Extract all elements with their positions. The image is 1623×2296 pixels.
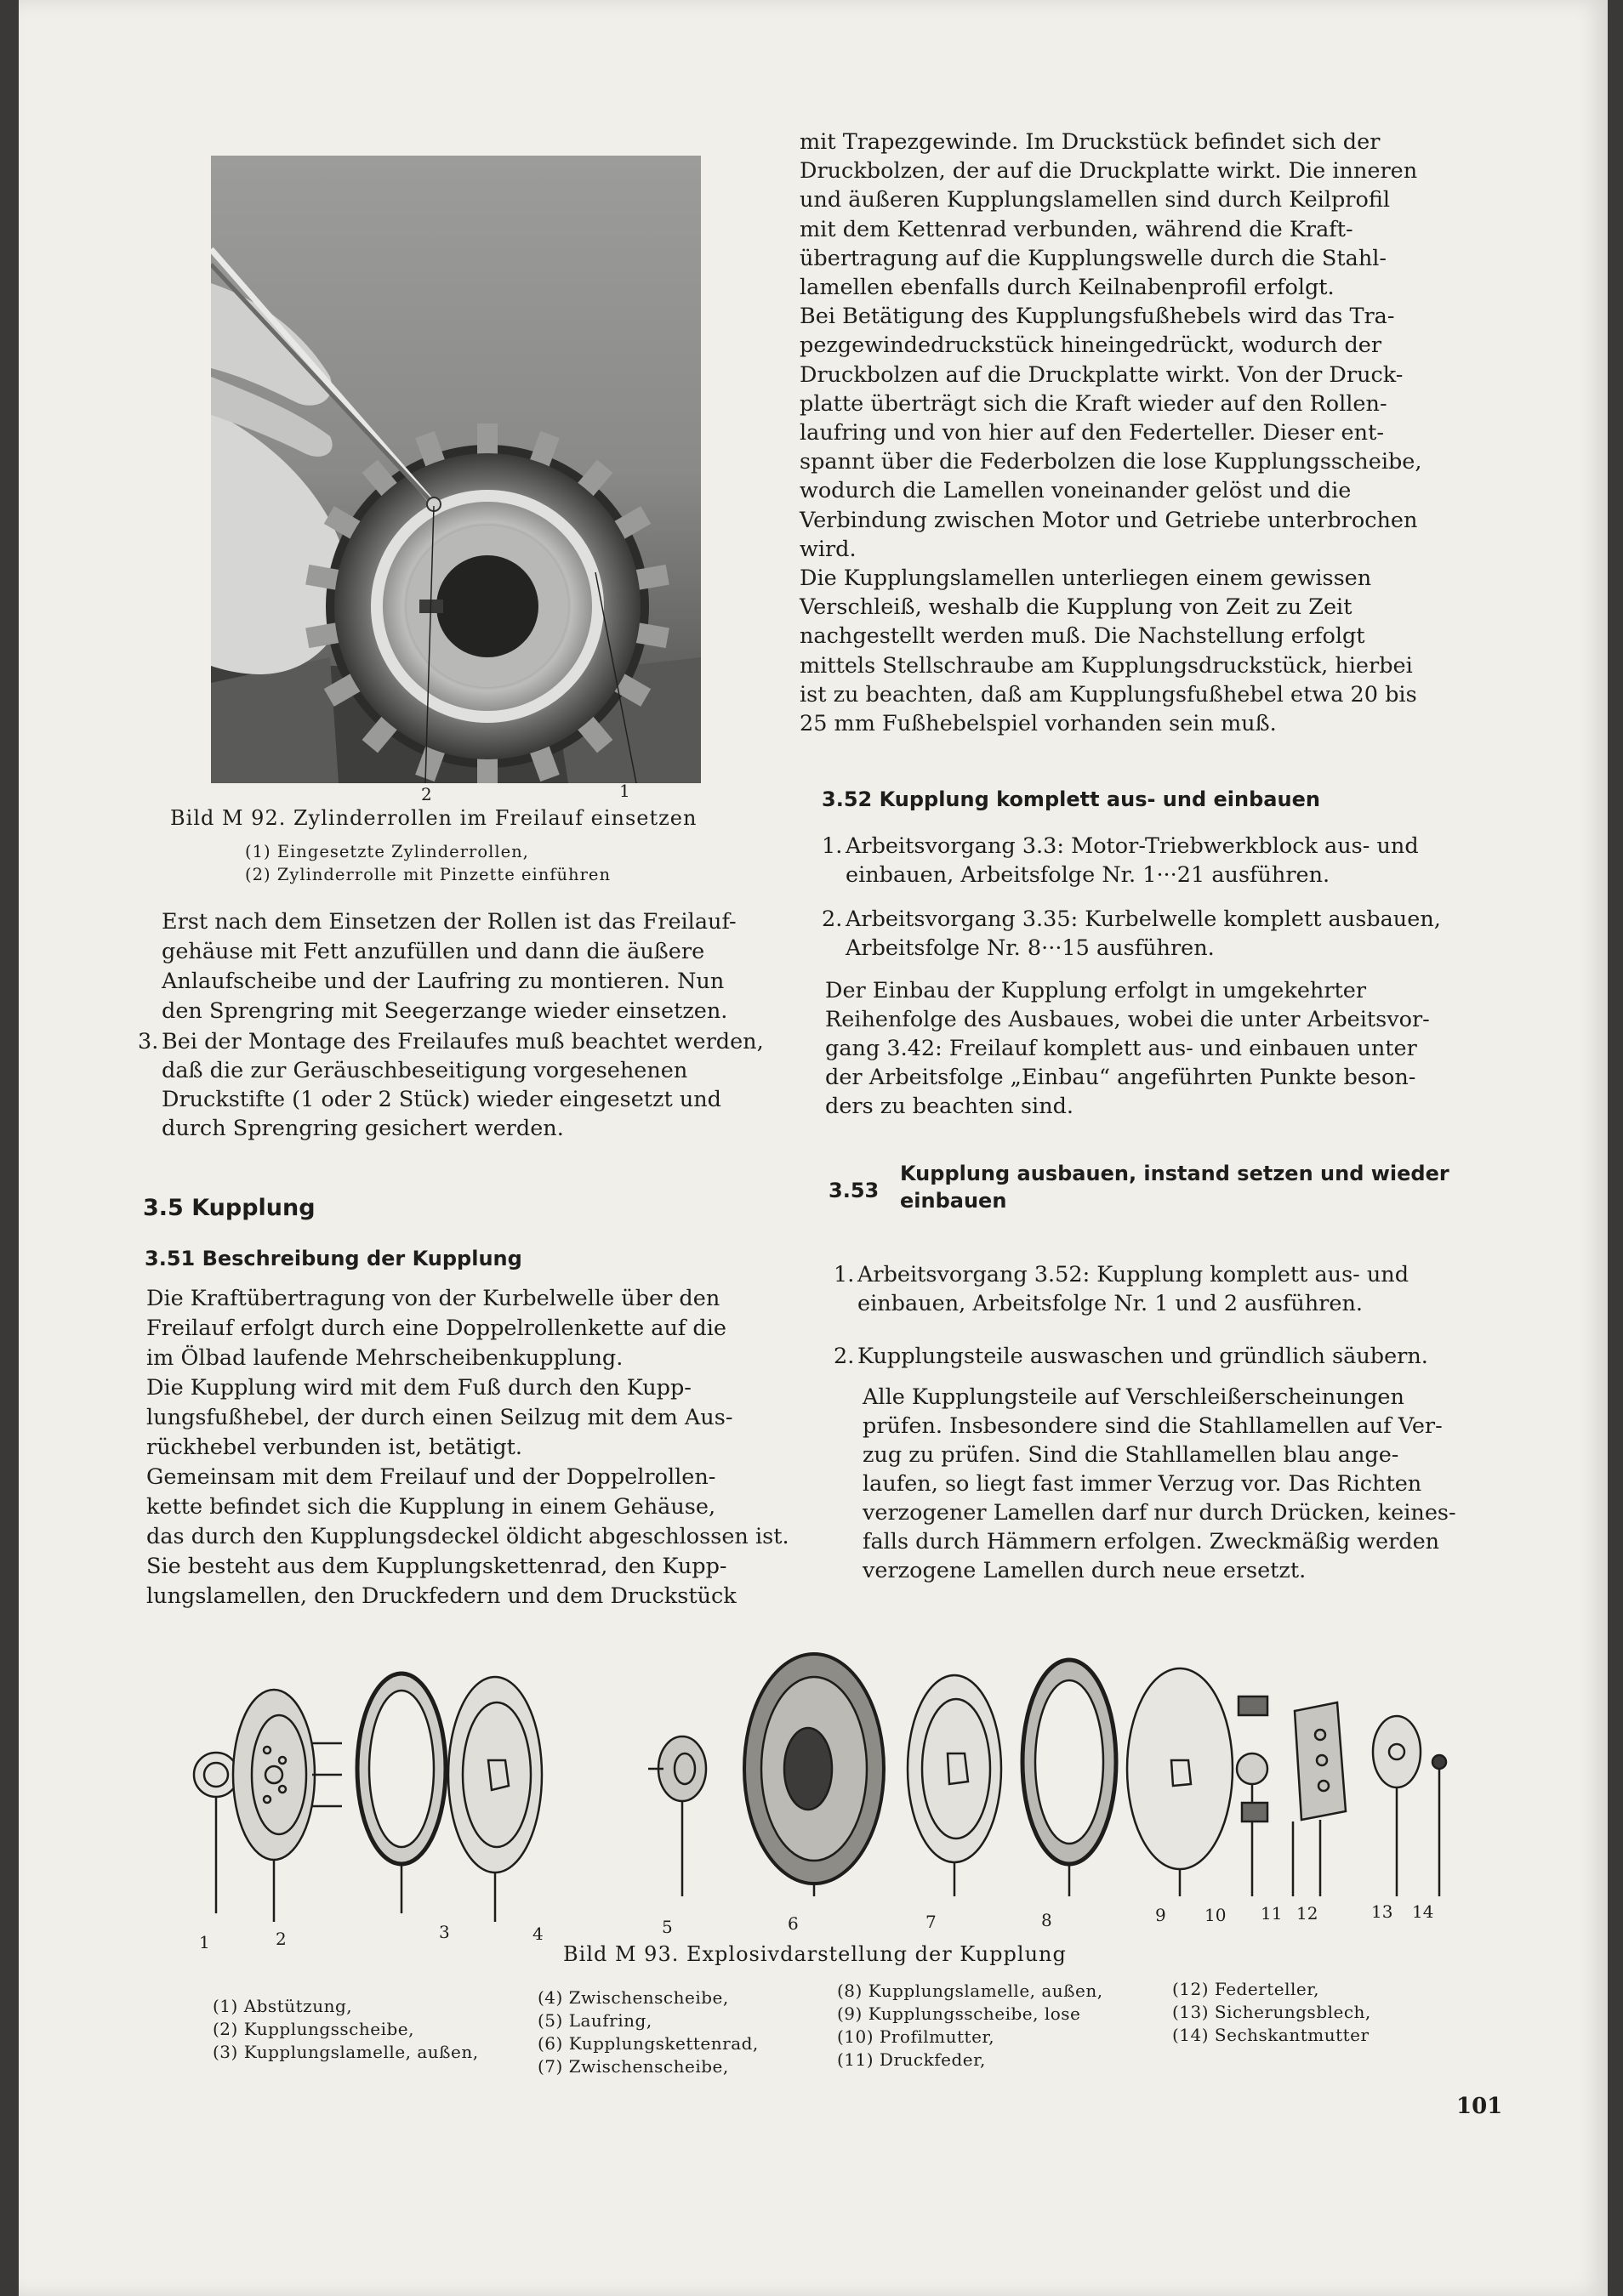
fig92-label-1: 1: [619, 781, 630, 801]
manual-page: [19, 0, 1608, 2296]
legend-entry: (9) Kupplungsscheibe, lose: [837, 2003, 1081, 2024]
text-line: wird.: [800, 536, 857, 562]
text-line: das durch den Kupplungsdeckel öldicht abgeschlossen ist.: [146, 1524, 789, 1549]
page-number: 101: [1456, 2094, 1503, 2119]
heading-3-53-line-1: Kupplung ausbauen, instand setzen und wieder: [900, 1162, 1449, 1185]
text-line: Alle Kupplungsteile auf Verschleißerscheinungen: [863, 1384, 1404, 1410]
text-line: mit dem Kettenrad verbunden, während die Kraft-: [800, 216, 1353, 242]
list-353-item-2: [834, 1342, 1466, 1372]
part-12-spring-plate: [1295, 1702, 1346, 1896]
right-para-1: [800, 128, 1446, 738]
text-line: Reihenfolge des Ausbaues, wobei die unter Arbeitsvor-: [825, 1007, 1430, 1032]
legend-entry: (11) Druckfeder,: [837, 2049, 986, 2070]
part-3-outer-lamella: [357, 1674, 446, 1913]
text-line: Arbeitsfolge Nr. 8···15 ausführen.: [846, 935, 1215, 961]
text-line: Anlaufscheibe und der Laufring zu montieren. Nun: [162, 969, 725, 994]
part-13-lock-plate: [1373, 1716, 1421, 1896]
list-number: 2.: [834, 1344, 855, 1369]
text-line: der Arbeitsfolge „Einbau“ angeführten Punkte beson-: [825, 1065, 1416, 1090]
legend-entry: (13) Sicherungsblech,: [1172, 2002, 1371, 2022]
text-line: falls durch Hämmern erfolgen. Zweckmäßig werden: [863, 1529, 1440, 1554]
text-line: lamellen ebenfalls durch Keilnabenprofil erfolgt.: [800, 275, 1335, 301]
heading-3-53-line-2: einbauen: [900, 1189, 1007, 1213]
part-14-hex-nut: [1432, 1755, 1446, 1896]
text-line: den Sprengring mit Seegerzange wieder einsetzen.: [162, 998, 728, 1024]
fig93-legend-col-1: [213, 1995, 479, 2064]
text-line: prüfen. Insbesondere sind die Stahllamellen auf Ver-: [863, 1413, 1443, 1439]
text-line: Erst nach dem Einsetzen der Rollen ist das Freilauf-: [162, 909, 737, 935]
text-line: Arbeitsvorgang 3.3: Motor-Triebwerkblock aus- und: [846, 833, 1419, 859]
part-number-4: 4: [532, 1924, 544, 1944]
list-text: [846, 832, 1456, 889]
list-number: 1.: [822, 833, 843, 859]
legend-entry: (7) Zwischenscheibe,: [538, 2056, 729, 2077]
text-line: Bei Betätigung des Kupplungsfußhebels wird das Tra-: [800, 304, 1395, 330]
text-line: Freilauf erfolgt durch eine Doppelrollenkette auf die: [146, 1316, 727, 1341]
part-number-3: 3: [439, 1922, 450, 1942]
fig93-legend-col-4: [1172, 1978, 1371, 2047]
text-line: wodurch die Lamellen voneinander gelöst und die: [800, 478, 1352, 504]
list-352-item-2: [822, 905, 1456, 964]
text-line: Gemeinsam mit dem Freilauf und der Doppelrollen-: [146, 1464, 716, 1490]
part-number-12: 12: [1296, 1903, 1318, 1924]
text-line: Sie besteht aus dem Kupplungskettenrad, den Kupp-: [146, 1554, 727, 1579]
part-number-14: 14: [1412, 1901, 1434, 1922]
text-line: 25 mm Fußhebelspiel vorhanden sein muß.: [800, 711, 1277, 737]
text-line: zug zu prüfen. Sind die Stahllamellen blau ange-: [863, 1442, 1399, 1468]
text-line: übertragung auf die Kupplungswelle durch die Stahl-: [800, 245, 1387, 271]
text-line: gehäuse mit Fett anzufüllen und dann die äußere: [162, 939, 705, 964]
list-number: 1.: [834, 1262, 855, 1287]
text-line: ders zu beachten sind.: [825, 1094, 1074, 1119]
legend-entry: (6) Kupplungskettenrad,: [538, 2033, 759, 2054]
text-line: pezgewindedruckstück hineingedrückt, wodurch der: [800, 332, 1382, 359]
fig93-legend-col-3: [837, 1980, 1103, 2072]
list-number: 2.: [822, 906, 843, 932]
part-4-intermediate-disc: [448, 1677, 542, 1922]
text-line: verzogener Lamellen darf nur durch Drücken, keines-: [863, 1500, 1456, 1526]
part-number-9: 9: [1155, 1905, 1166, 1925]
part-number-1: 1: [199, 1932, 210, 1952]
part-7-intermediate-disc: [908, 1675, 1001, 1896]
fig92-legend-2: (2) Zylinderrolle mit Pinzette einführen: [245, 865, 612, 884]
text-line: Der Einbau der Kupplung erfolgt in umgekehrter: [825, 978, 1367, 1003]
part-10-profile-nut: [1237, 1753, 1267, 1896]
heading-3-51: 3.51 Beschreibung der Kupplung: [145, 1247, 522, 1270]
fig93-caption: Bild M 93. Explosivdarstellung der Kupplung: [563, 1942, 1067, 1966]
part-number-6: 6: [788, 1913, 799, 1934]
left-para-1: [162, 907, 774, 1026]
text-line: laufen, so liegt fast immer Verzug vor. Das Richten: [863, 1471, 1422, 1497]
part-5-race-ring: [648, 1736, 706, 1896]
heading-3-5: 3.5 Kupplung: [143, 1195, 316, 1221]
text-line: einbauen, Arbeitsfolge Nr. 1···21 ausführen.: [846, 862, 1330, 888]
text-line: kette befindet sich die Kupplung in einem Gehäuse,: [146, 1494, 716, 1520]
list-353-item-1: [834, 1260, 1466, 1320]
text-line: lungsfußhebel, der durch einen Seilzug mit dem Aus-: [146, 1405, 733, 1430]
text-line: einbauen, Arbeitsfolge Nr. 1 und 2 ausführen.: [857, 1291, 1363, 1316]
legend-entry: (14) Sechskantmutter: [1172, 2025, 1370, 2045]
legend-entry: (5) Laufring,: [538, 2010, 652, 2031]
text-line: mit Trapezgewinde. Im Druckstück befindet sich der: [800, 129, 1381, 155]
list-text: [162, 1027, 793, 1143]
text-line: verzogene Lamellen durch neue ersetzt.: [863, 1558, 1307, 1583]
fig92-caption: Bild M 92. Zylinderrollen im Freilauf einsetzen: [170, 806, 698, 830]
legend-entry: (4) Zwischenscheibe,: [538, 1987, 729, 2008]
text-line: Die Kupplungslamellen unterliegen einem gewissen: [800, 565, 1372, 592]
text-line: mittels Stellschraube am Kupplungsdruckstück, hierbei: [800, 652, 1413, 679]
part-number-11: 11: [1261, 1903, 1283, 1924]
legend-entry: (12) Federteller,: [1172, 1979, 1319, 1999]
exploded-clutch-drawing: [172, 1641, 1473, 1922]
text-line: Druckbolzen, der auf die Druckplatte wirkt. Die inneren: [800, 158, 1418, 185]
photo-freewheel-rollers: [211, 156, 701, 783]
text-line: Verschleiß, weshalb die Kupplung von Zeit zu Zeit: [800, 594, 1352, 621]
text-line: Bei der Montage des Freilaufes muß beachtet werden,: [162, 1029, 764, 1054]
fig93-legend-col-2: [538, 1986, 759, 2078]
legend-entry: (10) Profilmutter,: [837, 2026, 995, 2047]
list-text: [857, 1260, 1466, 1318]
list-number: 3.: [138, 1029, 159, 1054]
fig92-legend-1: (1) Eingesetzte Zylinderrollen,: [245, 842, 529, 861]
part-number-8: 8: [1041, 1910, 1052, 1930]
list-text: [846, 905, 1456, 963]
text-line: Druckstifte (1 oder 2 Stück) wieder eingesetzt und: [162, 1087, 722, 1112]
left-para-2: [146, 1284, 800, 1611]
legend-entry: (1) Abstützung,: [213, 1996, 353, 2016]
text-line: Die Kupplung wird mit dem Fuß durch den Kupp-: [146, 1375, 692, 1401]
text-line: Kupplungsteile auswaschen und gründlich säubern.: [857, 1344, 1428, 1369]
text-line: platte überträgt sich die Kraft wieder auf den Rollen-: [800, 390, 1387, 417]
text-line: spannt über die Federbolzen die lose Kupplungsscheibe,: [800, 449, 1422, 475]
part-8-outer-lamella: [1022, 1660, 1116, 1896]
text-line: Die Kraftübertragung von der Kurbelwelle über den: [146, 1286, 720, 1311]
part-6-chain-sprocket: [744, 1654, 884, 1896]
text-line: rückhebel verbunden ist, betätigt.: [146, 1435, 522, 1460]
legend-entry: (8) Kupplungslamelle, außen,: [837, 1981, 1103, 2001]
text-line: durch Sprengring gesichert werden.: [162, 1116, 564, 1141]
text-line: daß die zur Geräuschbeseitigung vorgesehenen: [162, 1058, 688, 1083]
part-9-loose-disc: [1127, 1668, 1233, 1896]
part-number-13: 13: [1371, 1901, 1393, 1922]
part-2-clutch-disc: [233, 1690, 342, 1922]
text-line: und äußeren Kupplungslamellen sind durch Keilprofil: [800, 187, 1391, 213]
text-line: Arbeitsvorgang 3.52: Kupplung komplett aus- und: [857, 1262, 1409, 1287]
part-number-5: 5: [662, 1917, 673, 1937]
text-line: gang 3.42: Freilauf komplett aus- und einbauen unter: [825, 1036, 1417, 1061]
text-line: Verbindung zwischen Motor und Getriebe unterbrochen: [800, 507, 1418, 533]
part-1-support: [194, 1753, 238, 1913]
text-line: Druckbolzen auf die Druckplatte wirkt. Von der Druck-: [800, 361, 1404, 388]
text-line: im Ölbad laufende Mehrscheibenkupplung.: [146, 1345, 624, 1371]
fig92-legend: [245, 840, 611, 886]
right-para-3: [863, 1383, 1473, 1585]
legend-entry: (2) Kupplungsscheibe,: [213, 2019, 414, 2039]
part-number-7: 7: [925, 1912, 937, 1932]
list-352-item-1: [822, 832, 1456, 891]
heading-3-52: 3.52 Kupplung komplett aus- und einbauen: [822, 787, 1320, 811]
part-number-2: 2: [276, 1929, 287, 1949]
fig92-label-2: 2: [421, 784, 432, 804]
list-text: [857, 1342, 1466, 1371]
text-line: ist zu beachten, daß am Kupplungsfußhebel etwa 20 bis: [800, 681, 1417, 708]
right-para-2: [825, 976, 1456, 1121]
part-number-10: 10: [1204, 1905, 1227, 1925]
heading-3-53-number: 3.53: [829, 1179, 880, 1202]
part-11-pressure-springs: [1239, 1696, 1293, 1896]
text-line: laufring und von hier auf den Federteller. Dieser ent-: [800, 420, 1384, 446]
list-item-3: [138, 1027, 793, 1146]
legend-entry: (3) Kupplungslamelle, außen,: [213, 2042, 479, 2062]
text-line: nachgestellt werden muß. Die Nachstellung erfolgt: [800, 623, 1365, 650]
text-line: lungslamellen, den Druckfedern und dem Druckstück: [146, 1583, 737, 1609]
text-line: Arbeitsvorgang 3.35: Kurbelwelle komplett ausbauen,: [846, 906, 1441, 932]
